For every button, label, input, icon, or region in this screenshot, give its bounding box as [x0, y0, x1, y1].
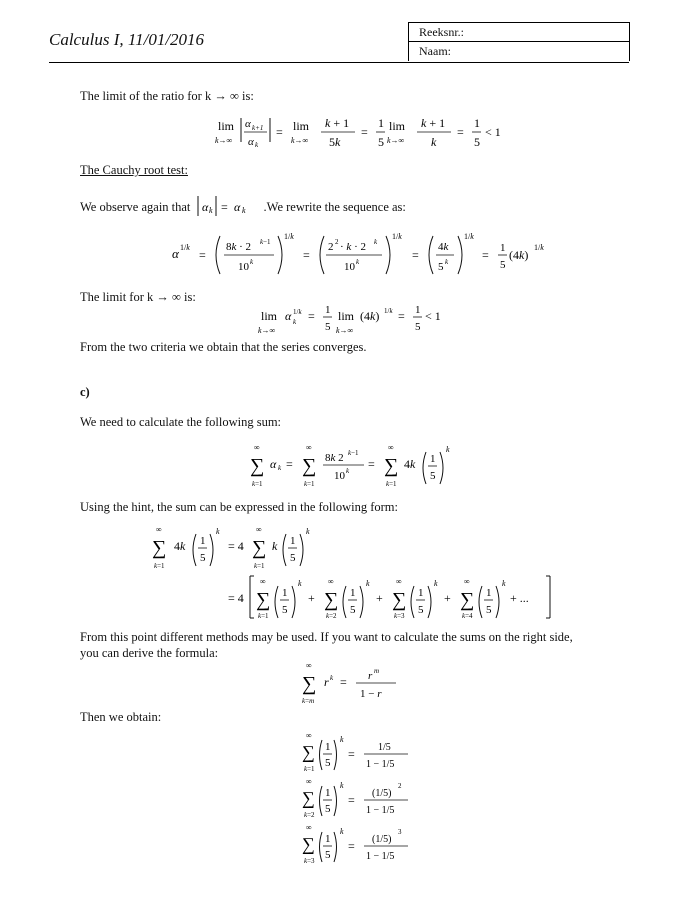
- svg-text:k: k: [306, 527, 310, 536]
- svg-text:α: α: [285, 309, 292, 323]
- svg-text:(1/5): (1/5): [372, 834, 392, 845]
- svg-text:k + 1: k + 1: [325, 116, 350, 130]
- svg-text:k+1: k+1: [252, 124, 264, 132]
- svg-text:1/k: 1/k: [464, 232, 474, 241]
- svg-text:k: k: [250, 258, 254, 266]
- paragraph-root-limit: The limit for k → ∞ is:: [80, 290, 196, 304]
- svg-text:k: k: [431, 135, 437, 149]
- svg-text:1: 1: [500, 242, 506, 254]
- svg-text:1: 1: [418, 587, 424, 599]
- svg-text:k: k: [366, 579, 370, 588]
- svg-text:=: =: [361, 125, 368, 139]
- result-k1: [302, 731, 408, 773]
- paragraph-methods-line2: you can derive the formula:: [80, 646, 219, 660]
- svg-text:k: k: [502, 579, 506, 588]
- svg-text:k=m: k=m: [302, 697, 315, 705]
- paragraph-hint: Using the hint, the sum can be expressed in the following form:: [80, 500, 398, 514]
- svg-text:k=3: k=3: [394, 612, 405, 620]
- svg-text:1/k: 1/k: [284, 232, 294, 241]
- svg-text:5: 5: [325, 321, 331, 333]
- sum-term-2: [324, 577, 370, 620]
- svg-text:4k: 4k: [404, 457, 416, 471]
- svg-text:k: k: [340, 827, 344, 836]
- svg-text:k=1: k=1: [386, 480, 397, 488]
- svg-text:k=2: k=2: [326, 612, 337, 620]
- svg-text:α: α: [245, 118, 251, 130]
- svg-text:1 − r: 1 − r: [360, 688, 382, 700]
- svg-text:1: 1: [290, 535, 296, 547]
- svg-text:∑: ∑: [250, 455, 265, 477]
- svg-text:k=4: k=4: [462, 612, 473, 620]
- svg-text:k→∞: k→∞: [215, 136, 233, 145]
- svg-text:< 1: < 1: [425, 309, 441, 323]
- svg-text:=: =: [199, 248, 206, 262]
- svg-text:lim: lim: [389, 119, 406, 133]
- equation-sum-expansion: [150, 520, 570, 620]
- svg-text:m: m: [374, 667, 380, 675]
- paragraph-ratio-limit: The limit of the ratio for k → ∞ is:: [80, 89, 254, 103]
- svg-text:k−1: k−1: [348, 449, 359, 457]
- svg-text:8k · 2: 8k · 2: [226, 241, 252, 253]
- svg-text:< 1: < 1: [485, 125, 501, 139]
- svg-text:(1/5): (1/5): [372, 788, 392, 799]
- svg-text:∑: ∑: [152, 537, 167, 559]
- svg-text:5: 5: [350, 604, 356, 616]
- svg-text:8k 2: 8k 2: [325, 452, 344, 464]
- svg-text:∞: ∞: [260, 577, 266, 586]
- svg-text:2: 2: [398, 782, 402, 790]
- svg-text:1: 1: [200, 535, 206, 547]
- svg-text:1: 1: [325, 787, 331, 799]
- svg-text:1: 1: [378, 116, 384, 130]
- svg-text:=: =: [286, 457, 293, 471]
- svg-text:∞: ∞: [328, 577, 334, 586]
- paragraph-methods-line1: From this point different methods may be used. If you want to calculate the sums on the right side,: [80, 630, 573, 644]
- svg-text:+: +: [376, 591, 383, 605]
- observe-text-post: .We rewrite the sequence as:: [263, 200, 406, 214]
- svg-text:k→∞: k→∞: [258, 326, 276, 335]
- svg-text:1: 1: [325, 304, 331, 316]
- svg-text:lim: lim: [261, 309, 278, 323]
- svg-text:k=1: k=1: [252, 480, 263, 488]
- svg-text:=: =: [457, 125, 464, 139]
- result-k3: [302, 823, 408, 865]
- svg-text:k=1: k=1: [304, 765, 315, 773]
- svg-text:k→∞: k→∞: [387, 136, 405, 145]
- svg-text:∑: ∑: [302, 455, 317, 477]
- svg-text:1: 1: [325, 741, 331, 753]
- svg-text:+: +: [308, 591, 315, 605]
- svg-text:5: 5: [290, 552, 296, 564]
- svg-text:∞: ∞: [396, 577, 402, 586]
- svg-text:α: α: [248, 136, 254, 148]
- svg-text:5: 5: [325, 803, 331, 815]
- svg-text:5: 5: [474, 135, 480, 149]
- svg-text:∑: ∑: [256, 589, 271, 611]
- observe-text-pre: We observe again that: [80, 200, 191, 214]
- paragraph-observe: [80, 195, 406, 217]
- svg-text:k: k: [356, 258, 360, 266]
- svg-text:∞: ∞: [306, 731, 312, 740]
- equation-root-rewrite: [170, 228, 550, 282]
- sum-term-1: [256, 577, 302, 620]
- paragraph-sum-intro: We need to calculate the following sum:: [80, 415, 282, 429]
- part-c-label: c): [80, 385, 90, 399]
- svg-text:5: 5: [438, 261, 444, 273]
- header-divider: [49, 62, 629, 63]
- svg-text:1 − 1/5: 1 − 1/5: [366, 805, 395, 816]
- svg-text:∞: ∞: [156, 525, 162, 534]
- svg-text:+ ...: + ...: [510, 591, 529, 605]
- sum-term-3: [392, 577, 438, 620]
- svg-text:∞: ∞: [254, 443, 260, 452]
- svg-text:=: =: [276, 125, 283, 139]
- svg-text:k=3: k=3: [304, 857, 315, 865]
- svg-text:k→∞: k→∞: [336, 326, 354, 335]
- svg-text:k: k: [445, 258, 449, 266]
- svg-text:∑: ∑: [302, 742, 315, 762]
- svg-text:∑: ∑: [324, 589, 339, 611]
- svg-text:k: k: [278, 464, 282, 472]
- svg-text:= 4: = 4: [228, 591, 244, 605]
- svg-text:=: =: [303, 248, 310, 262]
- svg-text:=: =: [348, 793, 355, 807]
- svg-text:lim: lim: [338, 309, 355, 323]
- svg-text:=: =: [348, 839, 355, 853]
- svg-text:2: 2: [335, 238, 339, 246]
- svg-text:α: α: [270, 457, 277, 471]
- svg-text:1/k: 1/k: [534, 243, 544, 252]
- svg-text:∑: ∑: [302, 673, 317, 695]
- svg-text:k: k: [208, 206, 213, 215]
- svg-text:=: =: [368, 457, 375, 471]
- svg-text:k=1: k=1: [304, 480, 315, 488]
- sum-term-4: [460, 577, 506, 620]
- cauchy-heading: The Cauchy root test:: [80, 163, 188, 177]
- svg-text:k=1: k=1: [154, 562, 165, 570]
- svg-text:k: k: [434, 579, 438, 588]
- svg-text:k→∞: k→∞: [291, 136, 309, 145]
- svg-text:r: r: [368, 670, 373, 682]
- svg-text:k: k: [272, 539, 278, 553]
- svg-text:1/k: 1/k: [293, 308, 302, 316]
- svg-text:k: k: [241, 206, 246, 215]
- svg-text:k: k: [346, 467, 350, 475]
- svg-text:k: k: [330, 674, 334, 682]
- svg-text:r: r: [324, 675, 329, 689]
- svg-text:5: 5: [486, 604, 492, 616]
- svg-text:10: 10: [334, 470, 345, 482]
- svg-text:∞: ∞: [256, 525, 262, 534]
- svg-text:k−1: k−1: [260, 238, 271, 246]
- svg-text:1: 1: [430, 453, 436, 465]
- svg-text:1/k: 1/k: [384, 307, 393, 315]
- svg-text:∞: ∞: [306, 777, 312, 786]
- svg-text:5: 5: [418, 604, 424, 616]
- svg-text:k: k: [298, 579, 302, 588]
- svg-text:k: k: [255, 141, 259, 149]
- svg-text:k: k: [340, 781, 344, 790]
- svg-text:lim: lim: [218, 119, 235, 133]
- svg-text:2: 2: [328, 241, 334, 253]
- svg-text:=: =: [348, 747, 355, 761]
- svg-text:· k · 2: · k · 2: [340, 241, 366, 253]
- page-title: Calculus I, 11/01/2016: [49, 30, 205, 49]
- svg-text:5: 5: [430, 470, 436, 482]
- svg-text:1: 1: [350, 587, 356, 599]
- svg-text:∑: ∑: [302, 834, 315, 854]
- svg-text:4k: 4k: [174, 539, 186, 553]
- svg-text:1 − 1/5: 1 − 1/5: [366, 759, 395, 770]
- svg-text:α: α: [172, 246, 179, 261]
- svg-text:5: 5: [282, 604, 288, 616]
- result-k2: [302, 777, 408, 819]
- svg-text:∞: ∞: [388, 443, 394, 452]
- svg-text:(4k): (4k): [509, 248, 529, 262]
- svg-text:= 4: = 4: [228, 539, 244, 553]
- svg-text:1: 1: [415, 304, 421, 316]
- svg-text:=: =: [482, 248, 489, 262]
- student-info-box: [408, 22, 630, 61]
- equation-sum: [250, 440, 460, 495]
- svg-text:k: k: [293, 318, 297, 326]
- equation-geometric-formula: [300, 658, 410, 708]
- svg-text:=: =: [220, 200, 228, 214]
- svg-text:∞: ∞: [306, 443, 312, 452]
- svg-text:10: 10: [238, 261, 249, 273]
- svg-text:1: 1: [486, 587, 492, 599]
- svg-text:∑: ∑: [384, 455, 399, 477]
- svg-text:∞: ∞: [306, 661, 312, 670]
- svg-text:k + 1: k + 1: [421, 116, 446, 130]
- svg-text:5k: 5k: [329, 135, 341, 149]
- svg-text:=: =: [308, 309, 315, 323]
- svg-text:k=2: k=2: [304, 811, 315, 819]
- svg-text:5: 5: [415, 321, 421, 333]
- svg-text:5: 5: [500, 259, 506, 271]
- svg-text:1: 1: [325, 833, 331, 845]
- svg-text:=: =: [398, 309, 405, 323]
- svg-text:+: +: [444, 591, 451, 605]
- svg-text:=: =: [340, 675, 347, 689]
- svg-text:1/5: 1/5: [378, 742, 391, 753]
- svg-text:5: 5: [325, 757, 331, 769]
- svg-text:k: k: [340, 735, 344, 744]
- equation-results: [300, 728, 430, 870]
- svg-text:k=1: k=1: [258, 612, 269, 620]
- svg-text:∑: ∑: [460, 589, 475, 611]
- paragraph-then: Then we obtain:: [80, 710, 162, 724]
- svg-text:4k: 4k: [438, 241, 449, 253]
- series-number-field: Reeksnr.:: [419, 25, 464, 39]
- paragraph-converges: From the two criteria we obtain that the series converges.: [80, 340, 367, 354]
- svg-text:1: 1: [282, 587, 288, 599]
- svg-text:α: α: [233, 200, 240, 214]
- svg-text:k: k: [374, 238, 378, 246]
- svg-text:k: k: [446, 445, 450, 454]
- equation-ratio-limit: [215, 110, 505, 156]
- name-field: Naam:: [409, 41, 629, 60]
- svg-text:k=1: k=1: [254, 562, 265, 570]
- svg-text:3: 3: [398, 828, 402, 836]
- svg-text:1/k: 1/k: [180, 243, 190, 252]
- svg-text:lim: lim: [293, 119, 310, 133]
- svg-text:1: 1: [474, 116, 480, 130]
- equation-root-limit: [258, 300, 458, 340]
- svg-text:∑: ∑: [252, 537, 267, 559]
- svg-text:∞: ∞: [306, 823, 312, 832]
- svg-text:∑: ∑: [302, 788, 315, 808]
- svg-text:10: 10: [344, 261, 355, 273]
- svg-text:1 − 1/5: 1 − 1/5: [366, 851, 395, 862]
- svg-text:5: 5: [325, 849, 331, 861]
- svg-text:5: 5: [200, 552, 206, 564]
- svg-text:∞: ∞: [464, 577, 470, 586]
- inline-abs-alpha: [194, 195, 264, 217]
- svg-text:1/k: 1/k: [392, 232, 402, 241]
- svg-text:α: α: [201, 200, 208, 214]
- svg-text:∑: ∑: [392, 589, 407, 611]
- svg-text:5: 5: [378, 135, 384, 149]
- svg-text:=: =: [412, 248, 419, 262]
- svg-text:(4k): (4k): [360, 309, 380, 323]
- svg-text:k: k: [216, 527, 220, 536]
